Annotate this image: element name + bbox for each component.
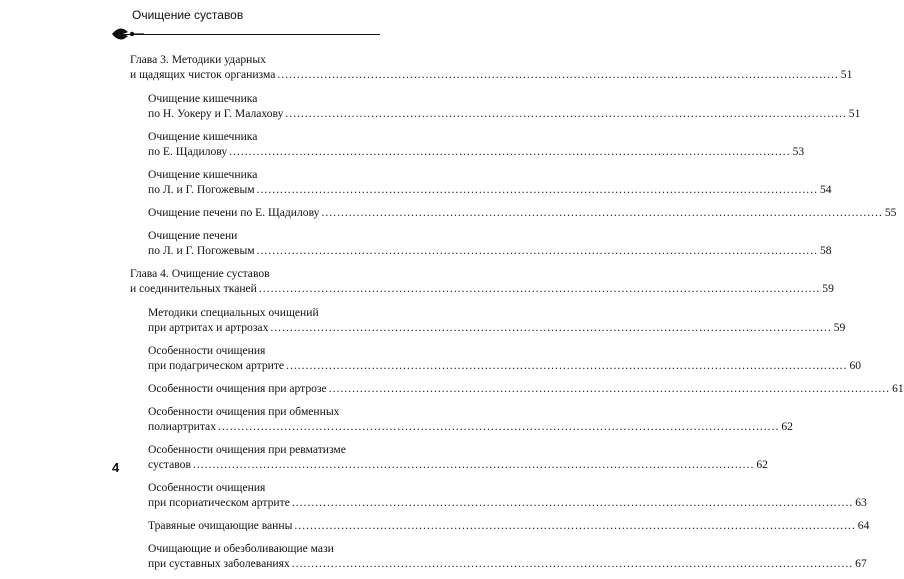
toc-entry-text: Глава 4. Очищение суставов (130, 267, 270, 280)
toc-chapter-entry[interactable] (130, 52, 853, 82)
toc-page-number: 51 (840, 68, 853, 81)
toc-page-number: 55 (884, 206, 897, 219)
toc-entry-text: при подагрическом артрите (148, 359, 285, 372)
toc-entry-text: полиартритах (148, 420, 216, 433)
toc-entry[interactable] (148, 343, 862, 373)
dot-leader (329, 381, 890, 396)
toc-entry-text: Особенности очищения (148, 344, 266, 357)
toc-page-number: 60 (849, 359, 862, 372)
toc-entry-text: и соединительных тканей (130, 282, 257, 295)
toc-entry[interactable] (148, 205, 897, 220)
toc-entry[interactable] (148, 480, 867, 510)
toc-entry-text: по Н. Уокеру и Г. Малахову (148, 107, 284, 120)
dot-leader (294, 518, 855, 533)
toc-entry-text: Очищающие и обезболивающие мази (148, 542, 334, 555)
table-of-contents (130, 52, 904, 579)
dot-leader (292, 556, 853, 571)
dot-leader (257, 182, 818, 197)
dot-leader (193, 457, 754, 472)
toc-page-number: 64 (857, 519, 870, 532)
toc-page-number: 62 (756, 458, 768, 471)
toc-entry-text: Очищение кишечника (148, 130, 258, 143)
dot-leader (270, 320, 831, 335)
toc-page-number: 63 (855, 496, 867, 509)
dot-leader (285, 106, 846, 121)
dot-leader (321, 205, 882, 220)
dot-leader (229, 144, 790, 159)
toc-entry-text: Травяные очищающие ванны (148, 519, 293, 532)
dot-leader (292, 495, 853, 510)
toc-entry[interactable] (148, 228, 832, 258)
toc-page-number: 59 (833, 321, 846, 334)
toc-entry-text: Особенности очищения при обменных (148, 405, 340, 418)
page-number: 4 (112, 460, 120, 475)
toc-entry-text: при псориатическом артрите (148, 496, 290, 509)
toc-entry-text: Очищение кишечника (148, 92, 258, 105)
toc-page-number: 58 (819, 244, 832, 257)
dot-leader (286, 358, 847, 373)
dot-leader (259, 281, 820, 296)
toc-entry-text: и щадящих чисток организма (130, 68, 276, 81)
header-rule (120, 34, 380, 35)
toc-entry-text: суставов (148, 458, 191, 471)
toc-entry[interactable] (148, 381, 904, 396)
dot-leader (277, 67, 838, 82)
toc-entry[interactable] (148, 129, 805, 159)
toc-page-number: 62 (781, 420, 793, 433)
toc-entry-text: Глава 3. Методики ударных (130, 53, 266, 66)
toc-entry-text: Очищение печени (148, 229, 238, 242)
toc-entry[interactable] (148, 518, 870, 533)
header-title: Очищение суставов (132, 8, 244, 22)
toc-entry-text: по Е. Щадилову (148, 145, 228, 158)
toc-entry[interactable] (148, 167, 832, 197)
toc-entry-text: Очищение кишечника (148, 168, 258, 181)
toc-page-number: 53 (792, 145, 805, 158)
toc-entry[interactable] (148, 541, 867, 571)
toc-entry-text: Очищение печени по Е. Щадилову (148, 206, 320, 219)
toc-entry-text: Особенности очищения (148, 481, 266, 494)
toc-entry-text: при суставных заболеваниях (148, 557, 290, 570)
toc-page-number: 54 (819, 183, 832, 196)
toc-entry[interactable] (148, 442, 768, 472)
dot-leader (218, 419, 779, 434)
dot-leader (257, 243, 818, 258)
toc-entry[interactable] (148, 404, 793, 434)
toc-entry-text: Особенности очищения при артрозе (148, 382, 327, 395)
toc-entry-text: Особенности очищения при ревматизме (148, 443, 346, 456)
toc-entry[interactable] (148, 91, 861, 121)
toc-page-number: 51 (848, 107, 861, 120)
toc-chapter-entry[interactable] (130, 266, 834, 296)
toc-entry-text: по Л. и Г. Погожевым (148, 244, 255, 257)
toc-entry-text: при артритах и артрозах (148, 321, 269, 334)
toc-page-number: 67 (855, 557, 867, 570)
toc-entry-text: по Л. и Г. Погожевым (148, 183, 255, 196)
toc-entry[interactable] (148, 305, 846, 335)
running-header (110, 4, 380, 44)
toc-entry-text: Методики специальных очищений (148, 306, 319, 319)
toc-page-number: 61 (892, 382, 904, 395)
toc-page-number: 59 (822, 282, 834, 295)
